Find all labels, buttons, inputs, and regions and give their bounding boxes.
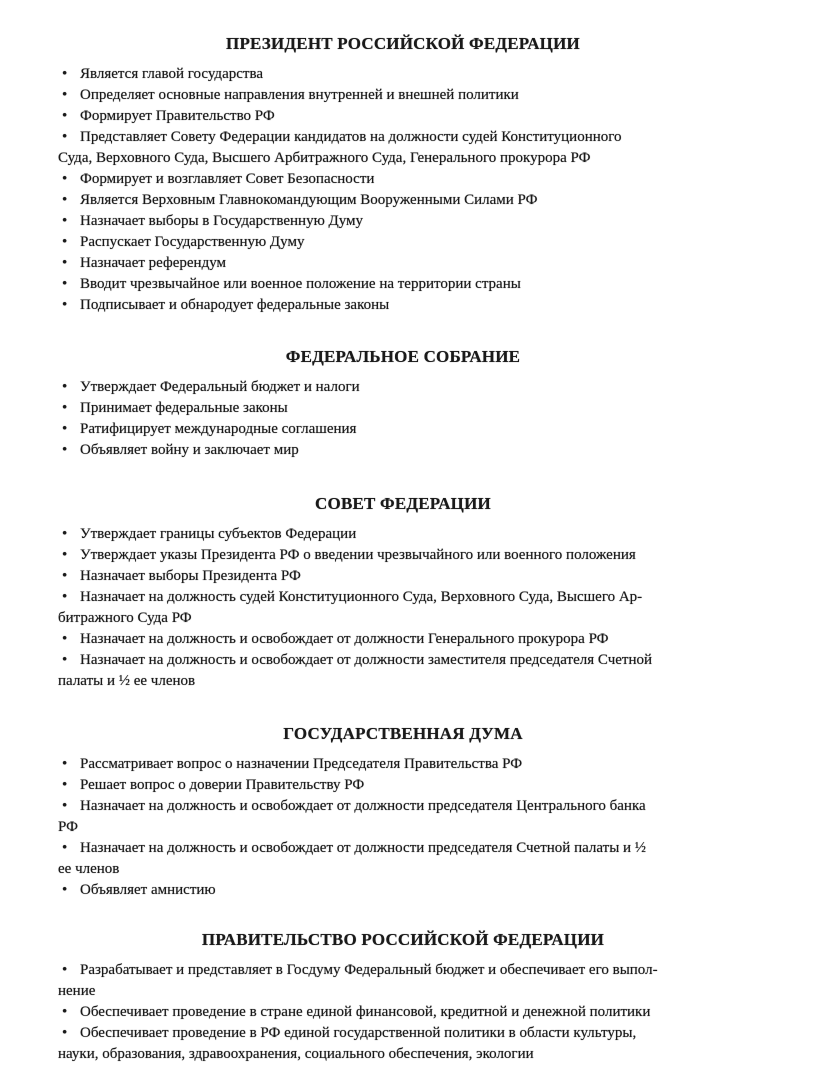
list-item-line (58, 169, 748, 190)
bullet-icon: • (62, 568, 68, 584)
section-heading: ФЕДЕРАЛЬНОЕ СОБРАНИЕ (285, 347, 521, 366)
list-item (58, 274, 748, 295)
section-heading: ПРЕЗИДЕНТ РОССИЙСКОЙ ФЕДЕРАЦИИ (226, 34, 580, 53)
list-item-line (58, 398, 748, 419)
list-item (58, 754, 748, 775)
list-item-continuation: нение (58, 983, 96, 999)
section-government (58, 930, 748, 1065)
list-item-line (58, 190, 748, 211)
bullet-icon: • (62, 1025, 68, 1041)
bullet-icon: • (62, 297, 68, 313)
list-item-text: Утверждает указы Президента РФ о введении чрезвычайного или военного положения (80, 547, 636, 563)
list-item-line (58, 419, 748, 440)
bullet-icon: • (62, 234, 68, 250)
list-item-text: Подписывает и обнародует федеральные законы (80, 297, 390, 313)
list-item (58, 775, 748, 796)
bullet-icon: • (62, 379, 68, 395)
section-heading: СОВЕТ ФЕДЕРАЦИИ (315, 494, 491, 513)
section-state-duma (58, 724, 748, 901)
bullet-icon: • (62, 421, 68, 437)
list-item (58, 796, 748, 838)
list-item (58, 169, 748, 190)
list-item-text: Назначает на должность и освобождает от должности заместителя председателя Счетной (80, 652, 653, 668)
bullet-icon: • (62, 400, 68, 416)
list-item (58, 295, 748, 316)
section-federal-assembly (58, 347, 748, 461)
bullet-icon: • (62, 66, 68, 82)
list-item (58, 64, 748, 85)
list-item (58, 419, 748, 440)
list-item-continuation: РФ (58, 819, 78, 835)
list-item-text: Распускает Государственную Думу (80, 234, 305, 250)
list-item-continuation: ее членов (58, 861, 120, 877)
list-item (58, 127, 748, 169)
list-item-continuation: науки, образования, здравоохранения, социального обеспечения, экологии (58, 1046, 534, 1062)
list-item-text: Принимает федеральные законы (80, 400, 288, 416)
list-item (58, 566, 748, 587)
list-item (58, 524, 748, 545)
list-item-line (58, 650, 748, 671)
list-item-text: Решает вопрос о доверии Правительству РФ (80, 777, 365, 793)
bullet-icon: • (62, 962, 68, 978)
list-item-line (58, 106, 748, 127)
list-item-continuation: палаты и ½ ее членов (58, 673, 196, 689)
list-item-line (58, 775, 748, 796)
list-item-text: Представляет Совету Федерации кандидатов на должности судей Конституционного (80, 129, 622, 145)
list-item (58, 232, 748, 253)
bullet-icon: • (62, 882, 68, 898)
list-item-text: Назначает на должность и освобождает от должности Генерального прокурора РФ (80, 631, 609, 647)
section-federation-council (58, 494, 748, 692)
section-heading: ГОСУДАРСТВЕННАЯ ДУМА (283, 724, 523, 743)
list-item (58, 629, 748, 650)
list-item (58, 211, 748, 232)
list-item-text: Формирует и возглавляет Совет Безопасности (80, 171, 375, 187)
bullet-icon: • (62, 129, 68, 145)
section-president (58, 34, 748, 316)
list-item (58, 650, 748, 692)
list-item-text: Рассматривает вопрос о назначении Председателя Правительства РФ (80, 756, 523, 772)
bullet-icon: • (62, 589, 68, 605)
list-item-line (58, 796, 748, 817)
list-item-text: Назначает выборы Президента РФ (80, 568, 301, 584)
bullet-icon: • (62, 276, 68, 292)
list-item-continuation: Суда, Верховного Суда, Высшего Арбитражного Суда, Генерального прокурора РФ (58, 150, 591, 166)
list-item (58, 838, 748, 880)
list-item-line (58, 295, 748, 316)
bullet-icon: • (62, 442, 68, 458)
list-item (58, 440, 748, 461)
list-item (58, 545, 748, 566)
list-item (58, 253, 748, 274)
list-item-text: Назначает выборы в Государственную Думу (80, 213, 364, 229)
list-item-line (58, 838, 748, 859)
list-item-text: Является Верховным Главнокомандующим Вооруженными Силами РФ (80, 192, 538, 208)
list-item (58, 85, 748, 106)
list-item (58, 377, 748, 398)
list-item-line (58, 440, 748, 461)
list-item-line (58, 274, 748, 295)
bullet-icon: • (62, 652, 68, 668)
bullet-icon: • (62, 1004, 68, 1020)
list-item-line (58, 545, 748, 566)
bullet-icon: • (62, 87, 68, 103)
list-item-line (58, 64, 748, 85)
list-item-text: Утверждает границы субъектов Федерации (80, 526, 357, 542)
list-item-line (58, 253, 748, 274)
list-item-text: Утверждает Федеральный бюджет и налоги (80, 379, 360, 395)
bullet-icon: • (62, 108, 68, 124)
list-item-text: Объявляет амнистию (80, 882, 216, 898)
list-item-line (58, 880, 748, 901)
list-item-line (58, 754, 748, 775)
bullet-icon: • (62, 192, 68, 208)
list-item (58, 190, 748, 211)
list-item-text: Определяет основные направления внутренней и внешней политики (80, 87, 519, 103)
list-item-text: Назначает на должность и освобождает от должности председателя Счетной палаты и ½ (80, 840, 647, 856)
list-item-text: Обеспечивает проведение в стране единой финансовой, кредитной и денежной политики (80, 1004, 651, 1020)
bullet-icon: • (62, 777, 68, 793)
bullet-icon: • (62, 171, 68, 187)
list-item-line (58, 85, 748, 106)
list-item-text: Назначает на должность и освобождает от должности председателя Центрального банка (80, 798, 646, 814)
list-item-text: Назначает референдум (80, 255, 226, 271)
list-item (58, 106, 748, 127)
bullet-icon: • (62, 213, 68, 229)
list-item-text: Объявляет войну и заключает мир (80, 442, 299, 458)
list-item-line (58, 524, 748, 545)
list-item (58, 398, 748, 419)
list-item-text: Формирует Правительство РФ (80, 108, 275, 124)
list-item-line (58, 232, 748, 253)
list-item (58, 1023, 748, 1065)
list-item (58, 880, 748, 901)
list-item-text: Разрабатывает и представляет в Госдуму Федеральный бюджет и обеспечивает его выпол- (80, 962, 658, 978)
list-item (58, 1002, 748, 1023)
list-item-line (58, 211, 748, 232)
bullet-icon: • (62, 547, 68, 563)
list-item-text: Обеспечивает проведение в РФ единой государственной политики в области культуры, (80, 1025, 637, 1041)
list-item-line (58, 127, 748, 148)
list-item-text: Ратифицирует международные соглашения (80, 421, 357, 437)
list-item-line (58, 587, 748, 608)
list-item-line (58, 1023, 748, 1044)
list-item-line (58, 1002, 748, 1023)
bullet-icon: • (62, 798, 68, 814)
bullet-icon: • (62, 756, 68, 772)
list-item-text: Является главой государства (80, 66, 263, 82)
bullet-icon: • (62, 840, 68, 856)
list-item (58, 587, 748, 629)
list-item-line (58, 566, 748, 587)
bullet-icon: • (62, 631, 68, 647)
list-item-continuation: битражного Суда РФ (58, 610, 192, 626)
list-item-text: Назначает на должность судей Конституционного Суда, Верховного Суда, Высшего Ар- (80, 589, 643, 605)
list-item (58, 960, 748, 1002)
section-heading: ПРАВИТЕЛЬСТВО РОССИЙСКОЙ ФЕДЕРАЦИИ (201, 930, 605, 949)
bullet-icon: • (62, 255, 68, 271)
list-item-text: Вводит чрезвычайное или военное положение на территории страны (80, 276, 521, 292)
list-item-line (58, 960, 748, 981)
bullet-icon: • (62, 526, 68, 542)
list-item-line (58, 377, 748, 398)
list-item-line (58, 629, 748, 650)
